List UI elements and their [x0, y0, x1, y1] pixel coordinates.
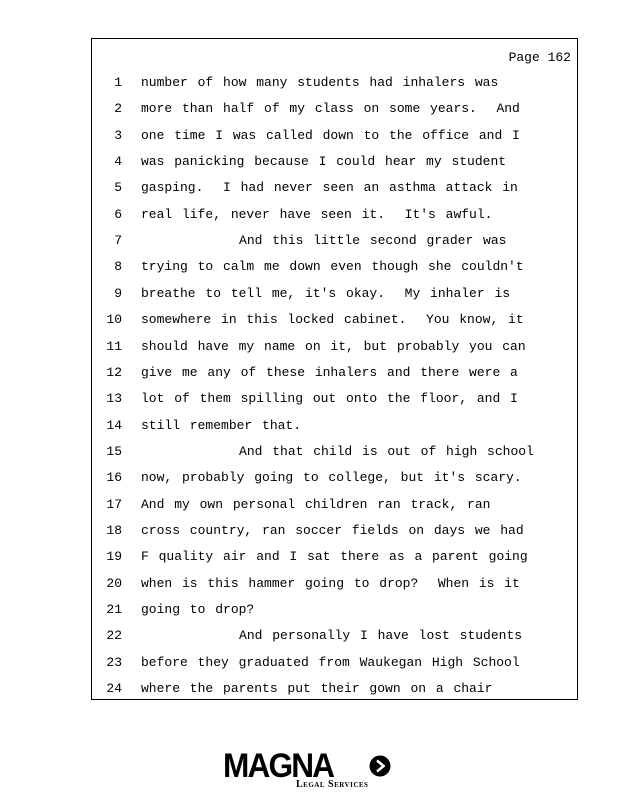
line-text: give me any of these inhalers and there were a [141, 364, 518, 380]
transcript-line [92, 468, 577, 488]
transcript-line [92, 547, 577, 567]
transcript-line [92, 310, 577, 330]
line-number: 6 [114, 206, 122, 222]
line-number: 9 [114, 285, 122, 301]
line-text: where the parents put their gown on a chair [141, 681, 493, 697]
line-text: still remember that. [141, 417, 302, 433]
line-number: 2 [114, 101, 122, 117]
line-text: number of how many students had inhalers was [141, 75, 499, 90]
transcript-line [92, 363, 577, 383]
line-number: 3 [114, 127, 122, 143]
line-number: 23 [106, 654, 122, 670]
line-text: one time I was called down to the office and I [141, 127, 520, 143]
line-text: before they graduated from Waukegan High School [141, 654, 520, 670]
line-text: going to drop? [141, 602, 255, 617]
line-text: F quality air and I sat there as a parent going [141, 549, 528, 565]
magna-logo [223, 748, 395, 794]
line-number: 10 [106, 312, 122, 328]
line-number: 4 [114, 154, 122, 170]
line-number: 8 [114, 259, 122, 275]
transcript-line [92, 679, 577, 699]
transcript-line [92, 284, 577, 304]
arrow-right-circle-icon [369, 755, 391, 777]
line-text: when is this hammer going to drop? When is it [141, 575, 520, 591]
line-number: 13 [106, 391, 122, 407]
transcript-line [92, 126, 577, 146]
transcript-line [92, 152, 577, 172]
logo-subtext: Legal Services [296, 779, 369, 790]
transcript-line [92, 442, 577, 462]
line-number: 14 [106, 417, 122, 433]
line-number: 19 [106, 549, 122, 565]
transcript-line [92, 600, 577, 620]
line-text: now, probably going to college, but it's scary. [141, 470, 522, 486]
transcript-line [92, 231, 577, 251]
line-text: cross country, ran soccer fields on days we had [141, 522, 524, 538]
line-number: 7 [114, 233, 122, 249]
line-text: more than half of my class on some years. And [141, 101, 520, 117]
page-number: Page 162 [508, 50, 571, 65]
line-text: And personally I have lost students [141, 628, 523, 644]
line-text: somewhere in this locked cabinet. You know, it [141, 312, 524, 328]
line-text: And this little second grader was [141, 233, 507, 249]
transcript-line [92, 389, 577, 409]
line-number: 18 [106, 522, 122, 538]
logo-wordmark: MAGNA [223, 747, 334, 785]
transcript-line [92, 257, 577, 277]
line-number: 24 [106, 681, 122, 697]
line-text: And that child is out of high school [141, 443, 534, 459]
line-number: 22 [106, 628, 122, 644]
line-number: 20 [106, 575, 122, 591]
line-text: real life, never have seen it. It's awful. [141, 206, 493, 222]
line-number: 12 [106, 364, 122, 380]
transcript-line [92, 626, 577, 646]
line-text: And my own personal children ran track, ran [141, 496, 491, 512]
line-text: should have my name on it, but probably you can [141, 338, 526, 354]
transcript-line [92, 99, 577, 119]
transcript-line [92, 337, 577, 357]
transcript-line [92, 178, 577, 198]
transcript-page [91, 38, 578, 700]
line-number: 5 [114, 180, 122, 196]
line-number: 21 [106, 602, 122, 617]
transcript-line [92, 574, 577, 594]
line-text: lot of them spilling out onto the floor, and I [141, 391, 518, 407]
line-text: breathe to tell me, it's okay. My inhaler is [141, 285, 511, 301]
line-number: 1 [114, 75, 122, 90]
transcript-line [92, 73, 577, 93]
line-text: was panicking because I could hear my student [141, 154, 507, 170]
transcript-line [92, 416, 577, 436]
line-text: trying to calm me down even though she couldn't [141, 259, 524, 275]
line-number: 17 [106, 496, 122, 512]
transcript-line [92, 205, 577, 225]
line-number: 16 [106, 470, 122, 486]
transcript-line [92, 521, 577, 541]
line-number: 15 [106, 443, 122, 459]
line-text: gasping. I had never seen an asthma attack in [141, 180, 518, 196]
line-number: 11 [106, 338, 122, 354]
transcript-line [92, 495, 577, 515]
transcript-line [92, 653, 577, 673]
